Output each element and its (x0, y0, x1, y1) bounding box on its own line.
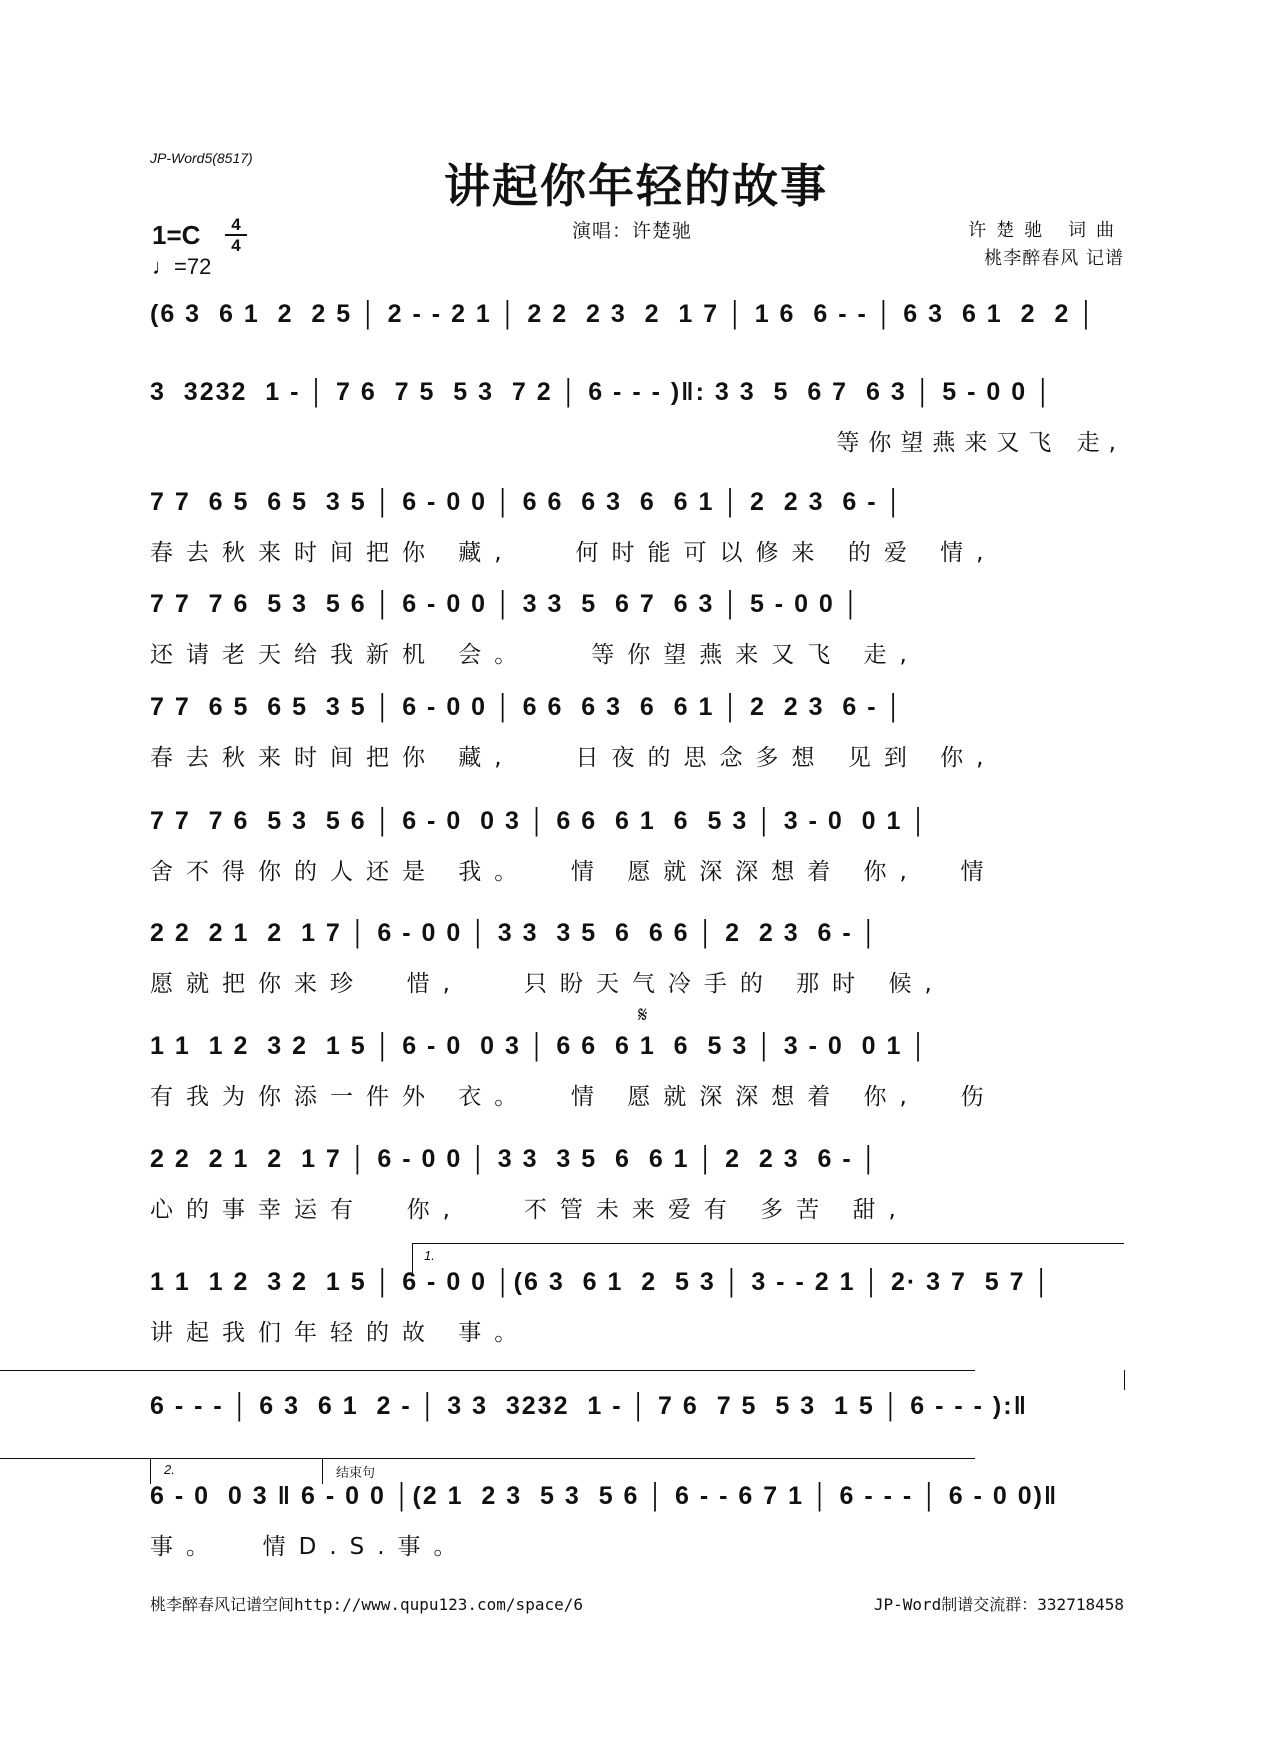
repeat-bracket (0, 1370, 975, 1371)
notation-line: 7 7 6 5 6 5 3 5 │ 6 - 0 0 │ 6 6 6 3 6 6 1 │ 2 2 3 6 - │ (150, 488, 905, 516)
song-title: 讲起你年轻的故事 (444, 159, 828, 213)
lyric-line (150, 346, 1125, 380)
notation-line: 2 2 2 1 2 1 7 │ 6 - 0 0 │ 3 3 3 5 6 6 6 │ 2 2 3 6 - │ (150, 919, 880, 947)
software-label: JP-Word5(8517) (150, 150, 253, 166)
segno-sign: 𝄋 (638, 1003, 648, 1028)
lyric-line: 舍不得你的人还是 我。 情 愿就深深想着 你, 情 (150, 859, 997, 885)
notation-line: (6 3 6 1 2 2 5 │ 2 - - 2 1 │ 2 2 2 3 2 1 7 │ 1 6 6 - - │ 6 3 6 1 2 2 │ (150, 300, 1097, 328)
volta-2-bracket-side (150, 1458, 151, 1484)
lyric-line: 愿就把你来珍 惜, 只盼天气冷手的 那时 候, (150, 971, 945, 997)
tempo-marking: ♩=72 (152, 254, 212, 279)
lyric-line: 春去秋来时间把你 藏, 日夜的思念多想 见到 你, (150, 745, 997, 771)
volta-1-bracket (412, 1243, 1124, 1244)
lyric-line: 春去秋来时间把你 藏, 何时能可以修来 的爱 情, (150, 540, 997, 566)
volta-1-label: 1. (424, 1248, 435, 1263)
singer-credit: 演唱：许楚驰 (572, 220, 693, 242)
lyric-line: 还请老天给我新机 会。 等你望燕来又飞 走, (150, 642, 920, 668)
notation-line: 7 7 6 5 6 5 3 5 │ 6 - 0 0 │ 6 6 6 3 6 6 1 │ 2 2 3 6 - │ (150, 693, 905, 721)
coda-label: 结束句 (336, 1465, 376, 1480)
key-signature: 1=C (152, 220, 201, 250)
footer-website: 桃李醉春风记谱空间http://www.qupu123.com/space/6 (150, 1595, 583, 1614)
time-signature-top: 4 (231, 215, 241, 234)
notation-line: 7 7 7 6 5 3 5 6 │ 6 - 0 0 3 │ 6 6 6 1 6 5 3 │ 3 - 0 0 1 │ (150, 807, 929, 835)
notation-line: 1 1 1 2 3 2 1 5 │ 6 - 0 0 3 │ 6 6 6 1 6 5 3 │ 3 - 0 0 1 │ (150, 1032, 929, 1060)
transcriber-credit: 桃李醉春风 记谱 (984, 248, 1124, 269)
notation-line: 6 - 0 0 3 ‖ 6 - 0 0 │(2 1 2 3 5 3 5 6 │ 6 - - 6 7 1 │ 6 - - - │ 6 - 0 0)‖ (150, 1482, 1059, 1510)
volta-2-label: 2. (164, 1462, 175, 1477)
lyric-line: 等你望燕来又飞 走, (836, 430, 1125, 456)
lyric-line: 讲起我们年轻的故 事。 (150, 1320, 531, 1346)
lyric-line: 有我为你添一件外 衣。 情 愿就深深想着 你, 伤 (150, 1084, 997, 1110)
lyric-line: 事。 情D.S.事。 (150, 1534, 470, 1560)
time-signature (225, 216, 247, 254)
notation-line: 7 7 7 6 5 3 5 6 │ 6 - 0 0 │ 3 3 5 6 7 6 3 │ 5 - 0 0 │ (150, 590, 862, 618)
volta-2-bracket (0, 1458, 975, 1459)
lyric-line: 心的事幸运有 你, 不管未来爱有 多苦 甜, (150, 1197, 909, 1223)
time-signature-bottom: 4 (231, 236, 241, 255)
notation-line: 1 1 1 2 3 2 1 5 │ 6 - 0 0 │(6 3 6 1 2 5 3 │ 3 - - 2 1 │ 2· 3 7 5 7 │ (150, 1268, 1053, 1296)
coda-bracket-side (322, 1458, 323, 1484)
lyricist-credit: 许楚驰 词曲 (968, 220, 1124, 241)
notation-line: 3 3232 1 - │ 7 6 7 5 5 3 7 2 │ 6 - - - )‖: 3 3 5 6 7 6 3 │ 5 - 0 0 │ (150, 378, 1054, 406)
notation-line: 2 2 2 1 2 1 7 │ 6 - 0 0 │ 3 3 3 5 6 6 1 │ 2 2 3 6 - │ (150, 1145, 880, 1173)
repeat-bracket-side (1124, 1370, 1125, 1390)
notation-line: 6 - - - │ 6 3 6 1 2 - │ 3 3 3232 1 - │ 7 6 7 5 5 3 1 5 │ 6 - - - ):‖ (150, 1392, 1029, 1420)
footer-group: JP-Word制谱交流群：332718458 (873, 1595, 1124, 1614)
